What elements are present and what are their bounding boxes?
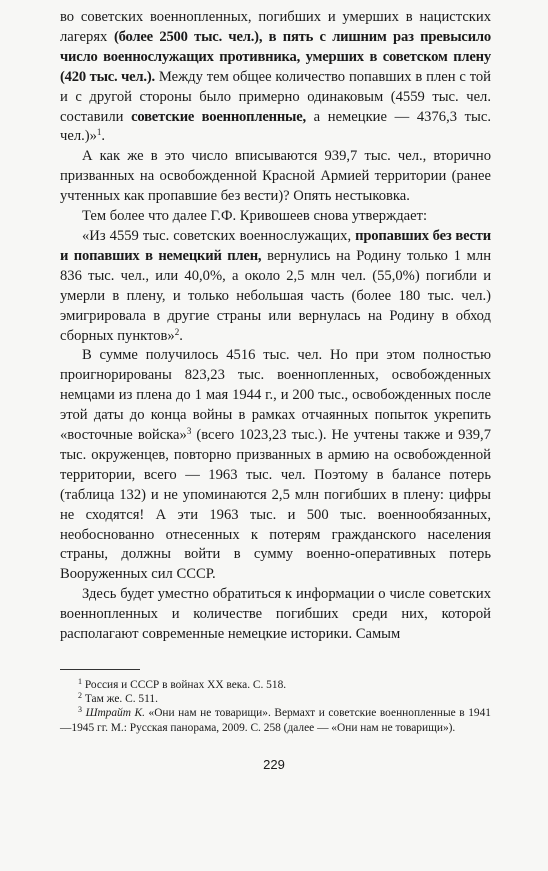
page-number: 229 <box>263 757 285 772</box>
text-run: Там же. С. 511. <box>84 693 158 706</box>
footnote-ref: 1 <box>96 127 102 138</box>
paragraph <box>60 346 491 585</box>
footnote-number: 3 <box>78 705 82 715</box>
paragraph <box>60 147 491 207</box>
footnote <box>60 678 491 692</box>
text-run: «Они нам не товарищи». Вермахт и советские военнопленные в 1941—1945 гг. М.: Русская панорама, 2009. С. 258 (далее — «Они нам не товарищи»). <box>60 707 491 734</box>
footnote-ref: 2 <box>174 326 180 337</box>
paragraph <box>60 207 491 227</box>
footnote <box>60 692 491 706</box>
text-run: а немецкие — 4376,3 тыс. чел.)» <box>60 108 491 145</box>
footnote <box>60 706 491 734</box>
paragraph <box>60 227 491 346</box>
text-run: Между тем общее количество попавших в плен с той и с другой стороны было примерно одинаковым (4559 тыс. чел. составили <box>60 68 491 125</box>
text-run: во советских военнопленных, погибших и умерших в нацистских лагерях <box>60 9 491 45</box>
text-run: А как же в это число вписываются 939,7 тыс. чел., вторично призванных на освобожденной Красной Армией территории (ранее учтенных как пропавшие без вести)? Опять нестыковка. <box>60 148 491 205</box>
paragraph <box>60 585 491 645</box>
text-run: Здесь будет уместно обратиться к информации о числе советских военнопленных и количестве погибших среди них, которой располагают современные немецкие историки. Самым <box>60 586 491 643</box>
italic-run: Штрайт К. <box>85 707 145 720</box>
text-run: Тем более что далее Г.Ф. Кривошеев снова утверждает: <box>82 208 428 225</box>
text-run: (всего 1023,23 тыс.). Не учтены также и 939,7 тыс. окруженцев, повторно призванных в армию на освобожденной территории, всего — 1963 тыс. чел. Поэтому в балансе потерь (таблица 132) и не упоминаются 2,5 млн погибших в плену: цифры не сходятся! А эти 1963 тыс. и 500 тыс. военнообязанных, необоснованно отнесенных к потерям гражданского населения страны, должны войти в сумму военно-оперативных потерь Вооруженных сил СССР. <box>60 427 491 583</box>
text-run: . <box>179 327 183 344</box>
footnotes <box>60 678 491 735</box>
bold-run: советские военнопленные, <box>131 108 306 125</box>
text-run: . <box>101 128 106 145</box>
text-run: вернулись на Родину только 1 млн 836 тыс. чел., или 40,0%, а около 2,5 млн чел. (55,0%) погибли и умерли в плену, и только небольшая часть (более 180 тыс. чел.) эмигрировала в другие страны или вернулась на Родину в обход сборных пунктов» <box>60 247 491 344</box>
text-run: «Из 4559 тыс. советских военнослужащих, <box>82 227 356 244</box>
paragraph <box>60 8 491 147</box>
main-text <box>60 8 491 645</box>
text-run: Россия и СССР в войнах XX века. С. 518. <box>84 679 287 691</box>
footnote-number: 1 <box>78 677 82 686</box>
footnote-ref: 3 <box>186 426 192 437</box>
text-run: В сумме получилось 4516 тыс. чел. Но при этом полностью проигнорированы 823,23 тыс. военнопленных, освобожденных немцами из плена до 1 мая 1944 г., и 200 тыс., освобожденных после этой даты до конца войны в рамках отчаянных попыток укрепить «восточные войска» <box>60 347 491 444</box>
footnote-separator <box>60 669 140 670</box>
bold-run: (более 2500 тыс. чел.), в пять с лишним раз превысило число военнослужащих противника, умерших в советском плену (420 тыс. чел.). <box>60 28 491 85</box>
bold-run: пропавших без вести и попавших в немецкий плен, <box>60 227 491 264</box>
footnote-number: 2 <box>78 691 82 701</box>
